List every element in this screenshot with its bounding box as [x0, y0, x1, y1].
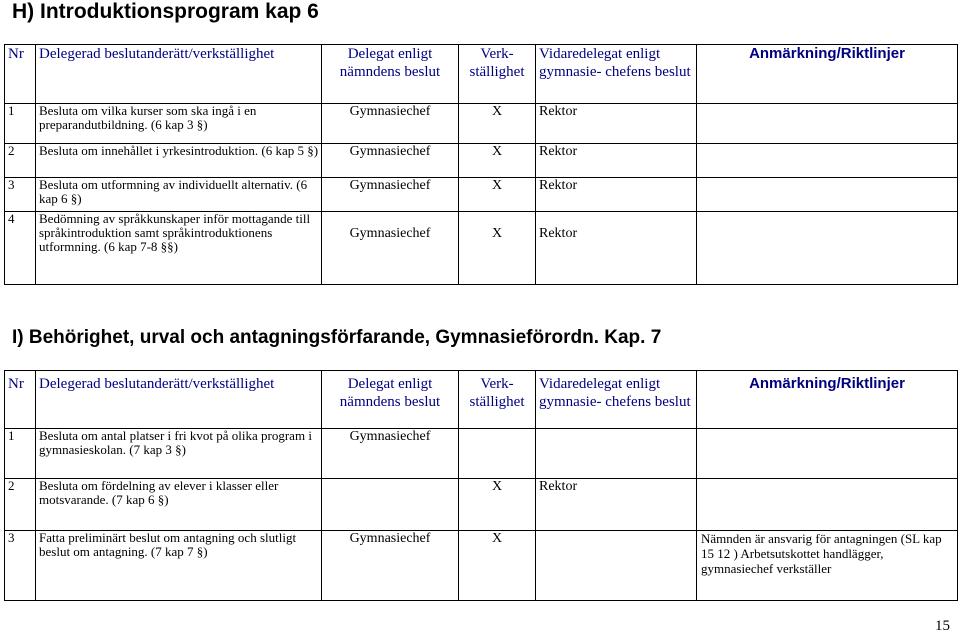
row-vidare: Rektor: [536, 212, 697, 285]
row-vidare: [536, 531, 697, 601]
row-verk: X: [459, 212, 536, 285]
row-description: Besluta om utformning av individuellt alternativ. (6 kap 6 §): [36, 178, 322, 212]
row-verk: X: [459, 144, 536, 178]
row-description: Bedömning av språkkunskaper inför mottagande till språkintroduktion samt språkintroduktionens utformning. (6 kap 7-8 §§): [36, 212, 322, 285]
section-i-title: I) Behörighet, urval och antagningsförfarande, Gymnasieförordn. Kap. 7: [12, 327, 662, 348]
table-row: [5, 144, 958, 178]
page-number: 15: [935, 618, 950, 634]
row-vidare: Rektor: [536, 144, 697, 178]
row-anm: [697, 429, 958, 479]
row-description: Besluta om antal platser i fri kvot på olika program i gymnasieskolan. (7 kap 3 §): [36, 429, 322, 479]
header-delegerad: Delegerad beslutanderätt/verkställighet: [36, 371, 322, 429]
row-vidare: [536, 429, 697, 479]
row-description: Besluta om innehållet i yrkesintroduktion. (6 kap 5 §): [36, 144, 322, 178]
header-delegerad: Delegerad beslutanderätt/verkställighet: [36, 45, 322, 104]
row-verk: X: [459, 104, 536, 144]
table-header-row: [5, 371, 958, 429]
row-nr: 3: [5, 178, 36, 212]
section-h-title: H) Introduktionsprogram kap 6: [12, 0, 319, 23]
row-delegat: Gymnasiechef: [322, 212, 459, 285]
row-delegat: Gymnasiechef: [322, 178, 459, 212]
table-row: [5, 479, 958, 531]
header-nr: Nr: [5, 45, 36, 104]
table-row: [5, 104, 958, 144]
table-behorighet-urval: [4, 370, 958, 601]
header-anmarkning: Anmärkning/Riktlinjer: [697, 371, 958, 429]
row-verk: [459, 429, 536, 479]
header-verkstallighet: Verk-ställighet: [459, 45, 536, 104]
header-vidaredelegat: Vidaredelegat enligt gymnasie- chefens beslut: [536, 45, 697, 104]
row-vidare: Rektor: [536, 479, 697, 531]
row-description: Besluta om fördelning av elever i klasser eller motsvarande. (7 kap 6 §): [36, 479, 322, 531]
table-header-row: [5, 45, 958, 104]
row-delegat: Gymnasiechef: [322, 531, 459, 601]
row-vidare: Rektor: [536, 178, 697, 212]
header-vidaredelegat: Vidaredelegat enligt gymnasie- chefens beslut: [536, 371, 697, 429]
header-verkstallighet: Verk-ställighet: [459, 371, 536, 429]
row-anm: [697, 178, 958, 212]
row-delegat: Gymnasiechef: [322, 104, 459, 144]
row-nr: 3: [5, 531, 36, 601]
header-delegat: Delegat enligt nämndens beslut: [322, 45, 459, 104]
row-delegat: [322, 479, 459, 531]
row-verk: X: [459, 178, 536, 212]
table-introduktionsprogram: [4, 44, 958, 285]
row-verk: X: [459, 531, 536, 601]
row-vidare: Rektor: [536, 104, 697, 144]
table-row: [5, 429, 958, 479]
row-nr: 4: [5, 212, 36, 285]
row-verk: X: [459, 479, 536, 531]
header-anmarkning: Anmärkning/Riktlinjer: [697, 45, 958, 104]
row-anm: [697, 212, 958, 285]
row-nr: 2: [5, 144, 36, 178]
table-row: [5, 212, 958, 285]
row-delegat: Gymnasiechef: [322, 429, 459, 479]
row-description: Besluta om vilka kurser som ska ingå i en preparandutbildning. (6 kap 3 §): [36, 104, 322, 144]
header-delegat: Delegat enligt nämndens beslut: [322, 371, 459, 429]
row-delegat: Gymnasiechef: [322, 144, 459, 178]
row-anm: [697, 479, 958, 531]
header-nr: Nr: [5, 371, 36, 429]
row-nr: 2: [5, 479, 36, 531]
table-row: [5, 178, 958, 212]
row-nr: 1: [5, 104, 36, 144]
row-nr: 1: [5, 429, 36, 479]
row-anm: Nämnden är ansvarig för antagningen (SL kap 15 12 ) Arbetsutskottet handlägger, gymnasiechef verkställer: [697, 531, 958, 601]
table-row: [5, 531, 958, 601]
row-description: Fatta preliminärt beslut om antagning och slutligt beslut om antagning. (7 kap 7 §): [36, 531, 322, 601]
row-anm: [697, 104, 958, 144]
row-anm: [697, 144, 958, 178]
